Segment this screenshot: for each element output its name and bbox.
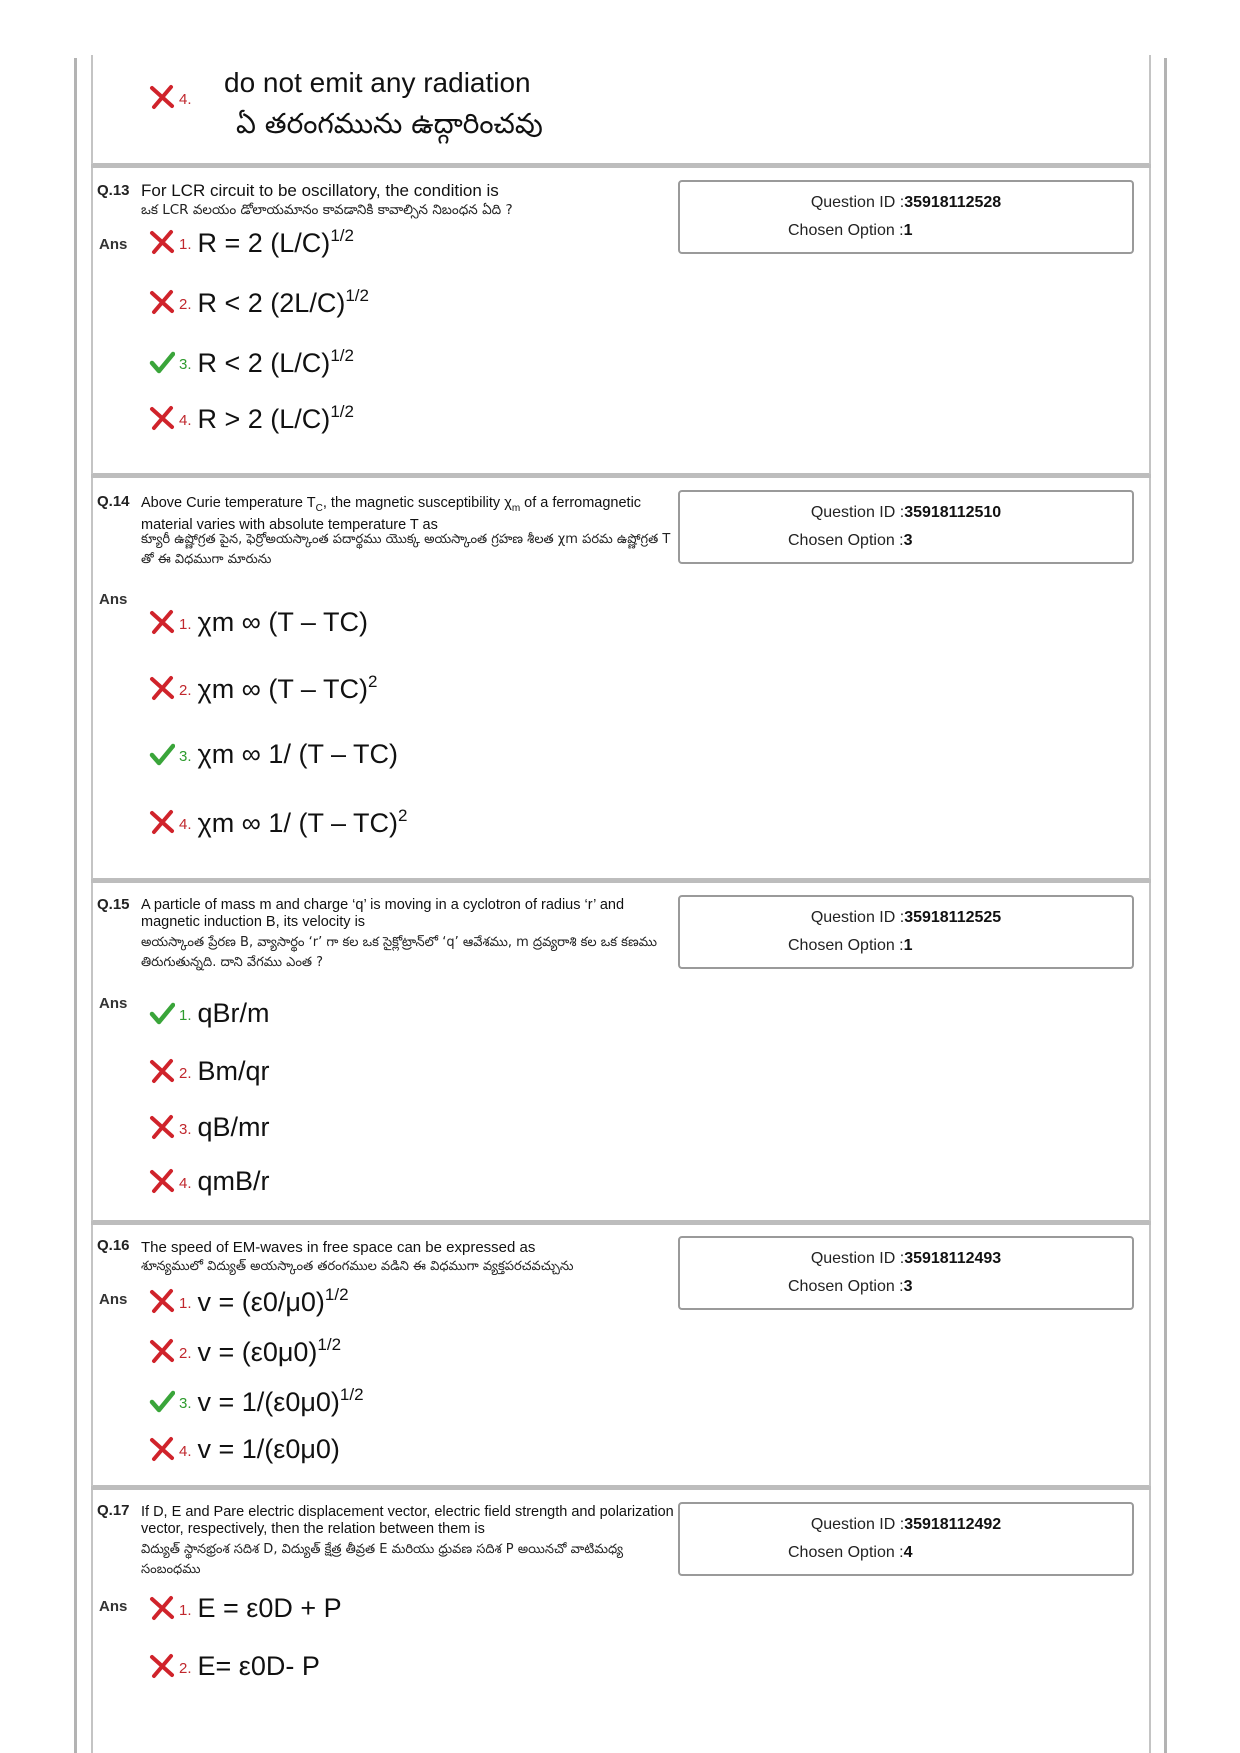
option-superscript: 1/2 <box>330 345 354 365</box>
question-info-box <box>678 490 1134 564</box>
option-text-main: v = 1/(ε0μ0) <box>197 1386 340 1417</box>
chosen-option-value: 1 <box>903 222 913 239</box>
option-number: 3. <box>179 355 192 373</box>
question-id-value: 35918112528 <box>904 194 1002 211</box>
text-subscript: C <box>315 502 323 514</box>
option-text: E= ε0D- P <box>197 1650 320 1681</box>
question-number: Q.15 <box>97 896 130 913</box>
question-id-label: Question ID : <box>810 194 905 211</box>
option-text <box>198 1385 364 1418</box>
option-text: Bm/qr <box>197 1055 270 1086</box>
option-superscript: 1/2 <box>330 401 354 421</box>
chosen-option-label: Chosen Option : <box>788 937 904 954</box>
option-number: 1. <box>179 1294 192 1312</box>
option-4 <box>149 1159 270 1203</box>
option-1 <box>149 220 354 264</box>
option-number: 2. <box>179 681 192 699</box>
option-text-main: R < 2 (2L/C) <box>197 287 346 318</box>
check-icon <box>149 349 175 375</box>
answer-label: Ans <box>99 1291 128 1308</box>
cross-icon <box>149 405 175 431</box>
option-number: 1. <box>179 615 192 633</box>
option-text-main: χm ∞ (T – TC) <box>197 673 368 704</box>
option-superscript: 1/2 <box>339 1384 364 1404</box>
option-4 <box>149 1427 340 1471</box>
option-number: 2. <box>179 295 192 313</box>
cross-icon <box>149 1595 175 1621</box>
question-text-te: శూన్యములో విద్యుత్ అయస్కాంత తరంగముల వడిని ఈ విధముగా వ్యక్తపరచవచ్చును <box>141 1259 574 1274</box>
text-part: Above Curie temperature T <box>141 495 316 511</box>
question-id-label: Question ID : <box>810 1250 905 1267</box>
option-3 <box>149 1379 364 1423</box>
option-text <box>198 672 378 705</box>
chosen-option-value: 4 <box>903 1544 913 1561</box>
option-text-main: R < 2 (L/C) <box>197 347 331 378</box>
question-block-13 <box>91 168 1151 478</box>
question-number: Q.14 <box>97 493 130 510</box>
cross-icon <box>149 1168 175 1194</box>
cross-icon <box>149 1338 175 1364</box>
option-number: 1. <box>179 1006 192 1024</box>
option-1 <box>149 600 368 644</box>
option-text <box>198 1335 342 1368</box>
option-text-en: do not emit any radiation <box>224 67 531 98</box>
question-block-14 <box>91 478 1151 883</box>
question-text-en <box>141 495 676 534</box>
question-number: Q.17 <box>97 1502 130 1519</box>
option-text: qBr/m <box>197 997 270 1028</box>
option-2 <box>149 666 377 710</box>
option-2 <box>149 1644 320 1688</box>
option-number: 4. <box>179 411 192 429</box>
cross-icon <box>149 84 175 110</box>
chosen-option-label: Chosen Option : <box>788 1544 904 1561</box>
option-text-main: v = (ε0μ0) <box>197 1336 318 1367</box>
question-info-box <box>678 1236 1134 1310</box>
option-1 <box>149 1279 349 1323</box>
option-number: 4. <box>179 1442 192 1460</box>
option-text-main: v = (ε0/μ0) <box>197 1286 325 1317</box>
option-1 <box>149 1586 342 1630</box>
question-text-te: విద్యుత్ స్థానభ్రంశ సదిశ D, విద్యుత్ క్షేత్ర తీవ్రత E మరియు ధ్రువణ సదిశ P అయినచో వాటిమధ్య సంబంధము <box>141 1542 624 1577</box>
option-2 <box>149 1049 270 1093</box>
question-text-te: ఒక LCR వలయం డోలాయమానం కావడానికి కావాల్సిన నిబంధన ఏది ? <box>141 202 513 218</box>
option-superscript: 1/2 <box>330 225 354 245</box>
question-id-value: 35918112510 <box>904 504 1002 521</box>
cross-icon <box>149 809 175 835</box>
option-superscript: 2 <box>367 671 378 691</box>
option-text-main: χm ∞ 1/ (T – TC) <box>197 807 398 838</box>
left-margin-rule <box>74 58 77 1753</box>
chosen-option-value: 3 <box>903 532 913 549</box>
answer-label: Ans <box>99 236 128 253</box>
answer-label: Ans <box>99 591 128 608</box>
question-text-en: The speed of EM-waves in free space can be expressed as <box>141 1239 536 1256</box>
option-4 <box>149 800 407 844</box>
question-text-te: క్యూరీ ఉష్ణోగ్రత పైన, ఫెర్రోఅయస్కాంత పదార్థము యొక్క అయస్కాంత గ్రహణ శీలత χm పరమ ఉష్ణోగ్రత T తో ఈ విధముగా మారును <box>141 532 671 567</box>
previous-question-tail <box>91 55 1151 168</box>
option-2 <box>149 280 369 324</box>
option-number: 4. <box>179 90 192 108</box>
option-number: 3. <box>179 1394 192 1412</box>
option-text: v = 1/(ε0μ0) <box>197 1433 340 1464</box>
option-text: χm ∞ 1/ (T – TC) <box>197 738 398 769</box>
chosen-option-label: Chosen Option : <box>788 222 904 239</box>
option-number: 1. <box>179 235 192 253</box>
question-text-en: If D, E and Pare electric displacement vector, electric field strength and polarization vector, respectively, then the relation between them is <box>141 1504 674 1537</box>
option-text-te: ఏ తరంగమును ఉద్గారించవు <box>236 107 543 140</box>
check-icon <box>149 1388 175 1414</box>
option-superscript: 2 <box>397 805 408 825</box>
cross-icon <box>149 1058 175 1084</box>
cross-icon <box>149 1653 175 1679</box>
option-text-main: R = 2 (L/C) <box>197 227 331 258</box>
answer-label: Ans <box>99 995 128 1012</box>
check-icon <box>149 741 175 767</box>
question-text-en: A particle of mass m and charge ‘q’ is moving in a cyclotron of radius ‘r’ and magnetic induction B, its velocity is <box>141 897 625 930</box>
option-3 <box>149 1105 270 1149</box>
option-text <box>198 1285 349 1318</box>
question-block-16 <box>91 1225 1151 1490</box>
option-3 <box>149 340 354 384</box>
question-id-label: Question ID : <box>810 504 905 521</box>
check-icon <box>149 1000 175 1026</box>
option-text: qmB/r <box>197 1165 270 1196</box>
cross-icon <box>149 675 175 701</box>
cross-icon <box>149 1436 175 1462</box>
option-3 <box>149 732 398 776</box>
option-number: 2. <box>179 1344 192 1362</box>
option-number: 2. <box>179 1064 192 1082</box>
answer-label: Ans <box>99 1598 128 1615</box>
question-id-value: 35918112525 <box>904 909 1002 926</box>
text-part: , the magnetic susceptibility χ <box>322 495 512 511</box>
option-text-main: R > 2 (L/C) <box>197 403 331 434</box>
cross-icon <box>149 229 175 255</box>
option-superscript: 1/2 <box>345 285 369 305</box>
question-id-value: 35918112493 <box>904 1250 1002 1267</box>
question-number: Q.16 <box>97 1237 130 1254</box>
chosen-option-value: 3 <box>903 1278 913 1295</box>
option-text <box>198 346 354 379</box>
option-number: 2. <box>179 1659 192 1677</box>
option-4 <box>149 396 354 440</box>
option-text: χm ∞ (T – TC) <box>197 606 368 637</box>
cross-icon <box>149 289 175 315</box>
option-superscript: 1/2 <box>317 1334 342 1354</box>
option-text <box>198 286 369 319</box>
question-number: Q.13 <box>97 182 130 199</box>
question-id-label: Question ID : <box>810 909 905 926</box>
text-subscript: m <box>511 502 521 514</box>
option-text <box>198 226 354 259</box>
question-info-box <box>678 895 1134 969</box>
option-text <box>198 402 354 435</box>
question-id-label: Question ID : <box>810 1516 905 1533</box>
option-number: 4. <box>179 1174 192 1192</box>
cross-icon <box>149 609 175 635</box>
option-number: 4. <box>179 815 192 833</box>
option-number: 3. <box>179 747 192 765</box>
question-id-value: 35918112492 <box>904 1516 1002 1533</box>
option-1 <box>149 991 270 1035</box>
question-block-15 <box>91 883 1151 1225</box>
option-text <box>198 806 408 839</box>
text-part: of a ferromagnetic material varies with absolute temperature T as <box>141 495 642 533</box>
option-number: 1. <box>179 1601 192 1619</box>
question-text-te: అయస్కాంత ప్రేరణ B, వ్యాసార్థం ‘r’ గా కల ఒక సైక్లోట్రాన్‌లో ‘q’ ఆవేశము, m ద్రవ్యరాశి కల ఒక కణము తిరుగుతున్నది. దాని వేగము ఎంత ? <box>141 935 657 970</box>
question-info-box <box>678 1502 1134 1576</box>
option-superscript: 1/2 <box>324 1284 349 1304</box>
right-margin-rule <box>1164 58 1167 1753</box>
chosen-option-label: Chosen Option : <box>788 1278 904 1295</box>
option-4 <box>149 75 198 119</box>
cross-icon <box>149 1288 175 1314</box>
option-text: E = ε0D + P <box>197 1592 342 1623</box>
option-text: qB/mr <box>197 1111 270 1142</box>
chosen-option-value: 1 <box>903 937 913 954</box>
option-2 <box>149 1329 341 1373</box>
question-info-box <box>678 180 1134 254</box>
option-number: 3. <box>179 1120 192 1138</box>
chosen-option-label: Chosen Option : <box>788 532 904 549</box>
question-text-en: For LCR circuit to be oscillatory, the condition is <box>141 181 499 200</box>
question-block-17 <box>91 1490 1151 1753</box>
cross-icon <box>149 1114 175 1140</box>
